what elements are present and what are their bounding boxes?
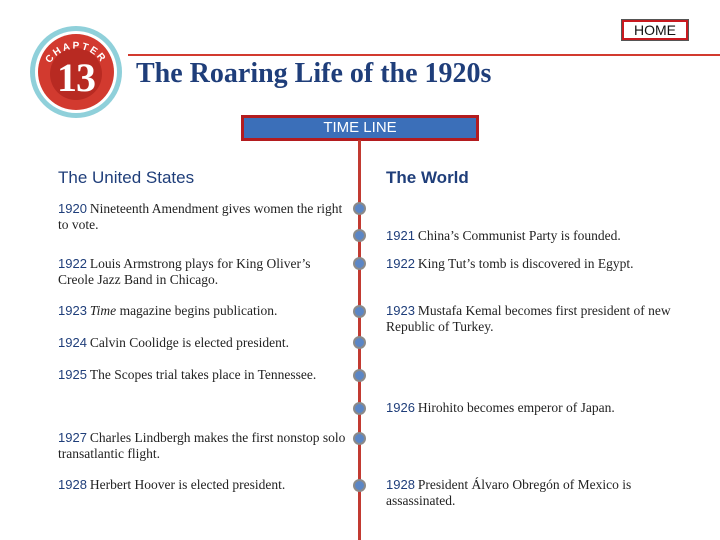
timeline-node[interactable]: [353, 305, 366, 318]
event-text: Charles Lindbergh makes the first nonstop solo transatlantic flight.: [58, 430, 346, 461]
event-year: 1926: [386, 400, 415, 415]
event-text: Louis Armstrong plays for King Oliver’s Creole Jazz Band in Chicago.: [58, 256, 311, 287]
chapter-badge: [28, 24, 124, 120]
event-text: President Álvaro Obregón of Mexico is assassinated.: [386, 477, 632, 508]
timeline-node[interactable]: [353, 336, 366, 349]
timeline-node[interactable]: [353, 369, 366, 382]
timeline-node[interactable]: [353, 432, 366, 445]
header-rule: [128, 54, 720, 56]
us-event: [58, 367, 348, 383]
column-heading-world: The World: [386, 168, 469, 187]
page-title: The Roaring Life of the 1920s: [136, 58, 492, 89]
event-year: 1924: [58, 335, 87, 350]
event-text: Mustafa Kemal becomes first president of new Republic of Turkey.: [386, 303, 671, 334]
world-event: [386, 303, 671, 335]
event-text: Calvin Coolidge is elected president.: [89, 335, 290, 350]
us-event: [58, 477, 348, 493]
event-year: 1928: [386, 477, 415, 492]
event-year: 1927: [58, 430, 87, 445]
us-event: [58, 335, 348, 351]
event-text: China’s Communist Party is founded.: [417, 228, 621, 243]
event-text: magazine begins publication.: [116, 303, 278, 318]
event-year: 1923: [58, 303, 87, 318]
event-year: 1923: [386, 303, 415, 318]
world-event: [386, 477, 671, 509]
column-heading-us: The United States: [58, 168, 195, 187]
event-year: 1921: [386, 228, 415, 243]
us-event: [58, 256, 348, 288]
event-text: Herbert Hoover is elected president.: [89, 477, 286, 492]
timeline-label: TIME LINE: [241, 115, 479, 141]
world-event: [386, 228, 671, 244]
chapter-number: 13: [57, 55, 95, 100]
event-year: 1925: [58, 367, 87, 382]
world-event: [386, 400, 671, 416]
event-year: 1922: [386, 256, 415, 271]
event-year: 1920: [58, 201, 87, 216]
timeline-node[interactable]: [353, 402, 366, 415]
event-text: Hirohito becomes emperor of Japan.: [417, 400, 615, 415]
timeline-node[interactable]: [353, 257, 366, 270]
event-text: Nineteenth Amendment gives women the right to vote.: [58, 201, 343, 232]
timeline-node[interactable]: [353, 229, 366, 242]
us-event: [58, 303, 348, 319]
event-text-italic: Time: [89, 303, 117, 318]
home-button[interactable]: HOME: [622, 20, 688, 40]
event-year: 1922: [58, 256, 87, 271]
us-event: [58, 430, 348, 462]
event-text: King Tut’s tomb is discovered in Egypt.: [417, 256, 634, 271]
event-text: The Scopes trial takes place in Tennessee.: [89, 367, 317, 382]
timeline-node[interactable]: [353, 479, 366, 492]
us-event: [58, 201, 348, 233]
chapter-label: CHAPTER: [43, 40, 109, 66]
timeline-node[interactable]: [353, 202, 366, 215]
world-event: [386, 256, 671, 272]
event-year: 1928: [58, 477, 87, 492]
